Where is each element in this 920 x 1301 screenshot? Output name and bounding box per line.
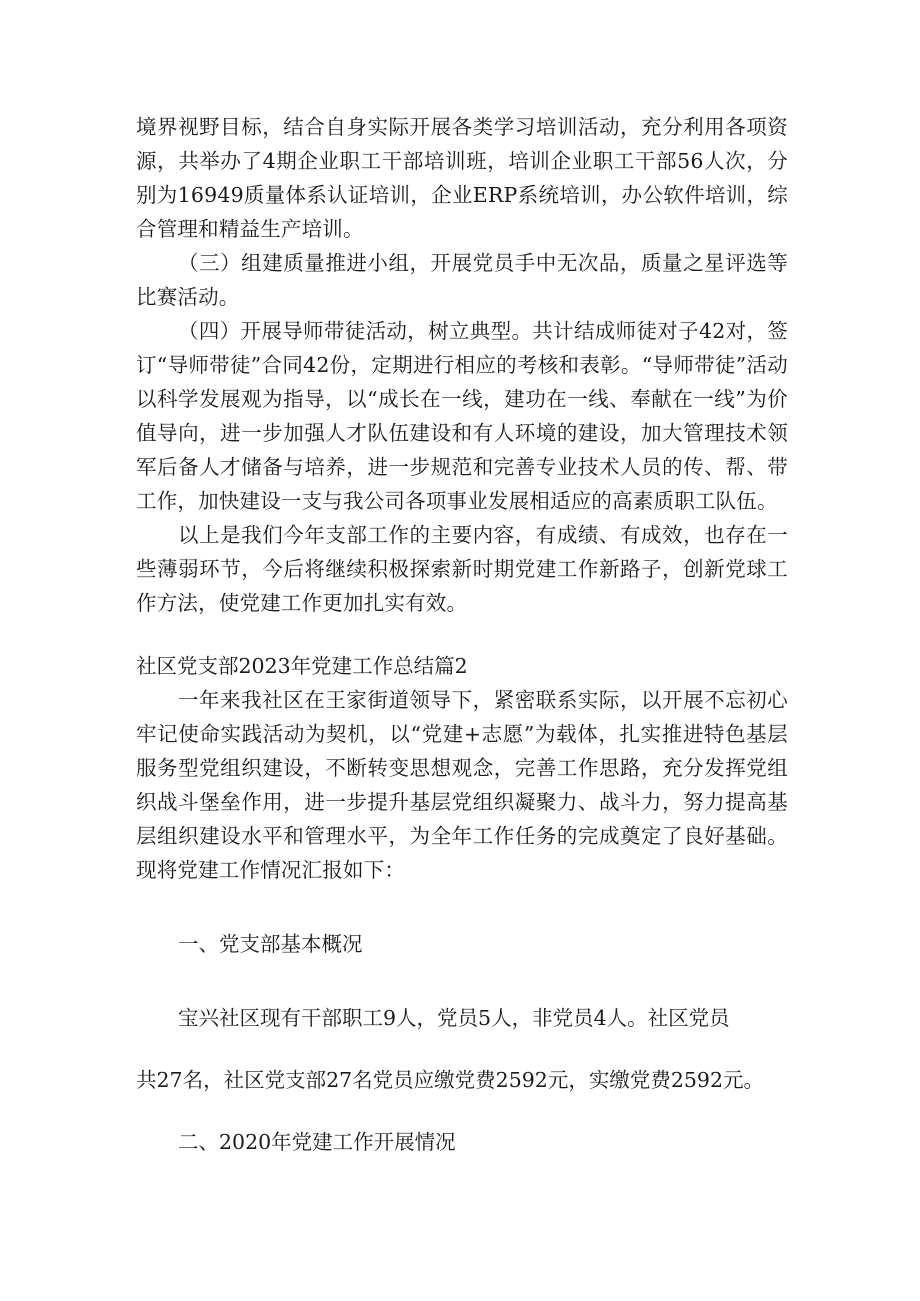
section-title: 社区党支部2023年党建工作总结篇2: [136, 654, 468, 678]
overview-line-2: 共27名，社区党支部27名党员应缴党费2592元，实缴党费2592元。: [136, 1068, 765, 1092]
paragraph-mentor-program: （四）开展导师带徒活动，树立典型。共计结成师徒对子42对，签订“导师带徒”合同42份，定期进行相应的考核和表彰。“导师带徒”活动以科学发展观为指导，以“成长在一线，建功在一线、奉献在一线”为价值导向，进一步加强人才队伍建设和有人环境的建设，加大管理技术领军后备人才储备与培养，进一步规范和完善专业技术人员的传、帮、带工作，加快建设一支与我公司各项事业发展相适应的高素质职工队伍。: [136, 319, 788, 513]
paragraph-training: 境界视野目标，结合自身实际开展各类学习培训活动，充分利用各项资源，共举办了4期企业职工干部培训班，培训企业职工干部56人次，分别为16949质量体系认证培训，企业ERP系统培训，办公软件培训，综合管理和精益生产培训。: [136, 115, 788, 241]
paragraph-intro: 一年来我社区在王家街道领导下，紧密联系实际，以开展不忘初心牢记使命实践活动为契机，以“党建+志愿”为载体，扎实推进特色基层服务型党组织建设，不断转变思想观念，完善工作思路，充分发挥党组织战斗堡垒作用，进一步提升基层党组织凝聚力、战斗力，努力提高基层组织建设水平和管理水平，为全年工作任务的完成奠定了良好基础。现将党建工作情况汇报如下：: [136, 688, 788, 882]
paragraph-summary: 以上是我们今年支部工作的主要内容，有成绩、有成效，也存在一些薄弱环节，今后将继续积极探索新时期党建工作新路子，创新党球工作方法，使党建工作更加扎实有效。: [136, 523, 788, 615]
heading-branch-overview: 一、党支部基本概况: [178, 932, 363, 956]
paragraph-quality-group: （三）组建质量推进小组，开展党员手中无次品，质量之星评选等比赛活动。: [136, 251, 788, 309]
heading-work-progress: 二、2020年党建工作开展情况: [178, 1130, 456, 1154]
overview-line-1: 宝兴社区现有干部职工9人，党员5人，非党员4人。社区党员: [178, 1006, 730, 1030]
